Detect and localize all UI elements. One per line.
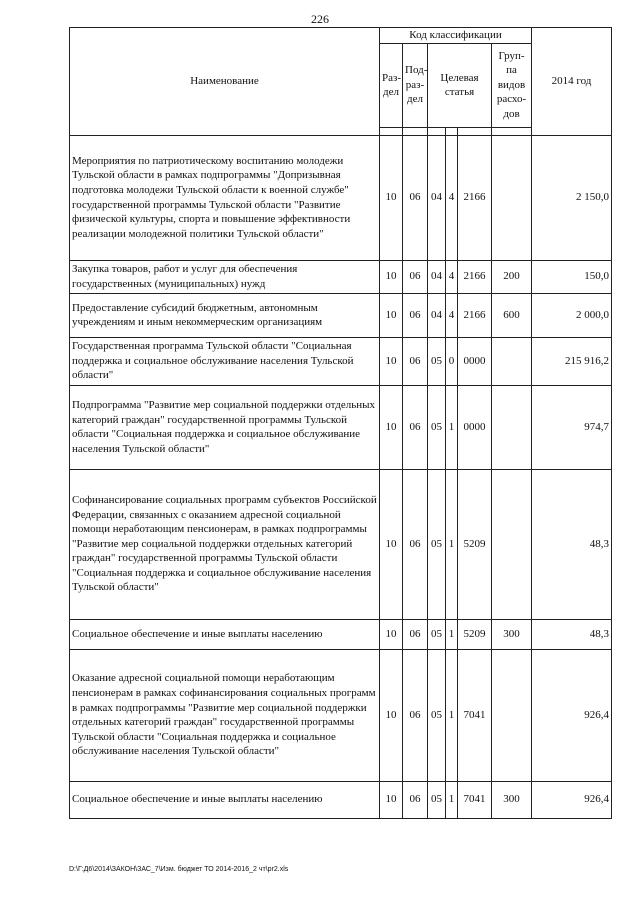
row-target-part3: 0000 <box>458 385 492 469</box>
row-target-part3: 2166 <box>458 293 492 337</box>
row-expense-group: 600 <box>492 293 532 337</box>
row-name: Софинансирование социальных программ субъектов Российской Федерации, связанных с оказанием адресной социальной помощи неработающим пенсионерам, в рамках подпрограммы "Развитие мер социальной поддержки отдельных категорий граждан" государственной программы Тульской области "Социальная поддержка и социальное обслуживание населения Тульской области" <box>70 469 380 619</box>
row-target-part1: 05 <box>428 469 446 619</box>
row-razdel: 10 <box>380 781 403 818</box>
row-amount: 48,3 <box>532 469 612 619</box>
table-row <box>70 619 612 649</box>
row-expense-group: 300 <box>492 781 532 818</box>
row-amount: 48,3 <box>532 619 612 649</box>
row-razdel: 10 <box>380 293 403 337</box>
row-target-part1: 05 <box>428 781 446 818</box>
row-target-part1: 05 <box>428 649 446 781</box>
row-expense-group <box>492 135 532 260</box>
row-podrazdel: 06 <box>403 293 428 337</box>
row-razdel: 10 <box>380 337 403 385</box>
row-name: Государственная программа Тульской области "Социальная поддержка и социальное обслуживание населения Тульской области" <box>70 337 380 385</box>
row-razdel: 10 <box>380 385 403 469</box>
file-path-footer: D:\Г:Д6\2014\ЗАКОН\ЗАС_7\Изм. бюджет ТО 2014-2016_2 чт\pr2.xls <box>69 866 289 873</box>
row-target-part1: 04 <box>428 135 446 260</box>
row-target-part2: 1 <box>446 649 458 781</box>
row-razdel: 10 <box>380 649 403 781</box>
row-amount: 2 000,0 <box>532 293 612 337</box>
row-razdel: 10 <box>380 135 403 260</box>
row-podrazdel: 06 <box>403 260 428 293</box>
row-name: Социальное обеспечение и иные выплаты населению <box>70 619 380 649</box>
row-name: Предоставление субсидий бюджетным, автономным учреждениям и иным некоммерческим организациям <box>70 293 380 337</box>
row-target-part1: 04 <box>428 260 446 293</box>
row-target-part3: 5209 <box>458 619 492 649</box>
row-podrazdel: 06 <box>403 649 428 781</box>
header-group: Груп-па видов расхо-дов <box>492 43 532 127</box>
row-target-part2: 1 <box>446 781 458 818</box>
row-podrazdel: 06 <box>403 469 428 619</box>
row-target-part2: 1 <box>446 385 458 469</box>
row-expense-group <box>492 337 532 385</box>
row-name: Подпрограмма "Развитие мер социальной поддержки отдельных категорий граждан" государственной программы Тульской области "Социальная поддержка и социальное обслуживание населения Тульской области" <box>70 385 380 469</box>
row-target-part2: 0 <box>446 337 458 385</box>
row-podrazdel: 06 <box>403 781 428 818</box>
row-podrazdel: 06 <box>403 135 428 260</box>
header-target: Целевая статья <box>428 43 492 127</box>
row-target-part1: 04 <box>428 293 446 337</box>
row-expense-group: 300 <box>492 619 532 649</box>
row-razdel: 10 <box>380 619 403 649</box>
row-target-part3: 2166 <box>458 260 492 293</box>
table-row <box>70 649 612 781</box>
row-expense-group: 200 <box>492 260 532 293</box>
header-name: Наименование <box>70 28 380 136</box>
budget-table <box>69 27 612 819</box>
row-target-part2: 1 <box>446 469 458 619</box>
row-razdel: 10 <box>380 260 403 293</box>
row-target-part3: 7041 <box>458 781 492 818</box>
row-amount: 926,4 <box>532 649 612 781</box>
row-amount: 926,4 <box>532 781 612 818</box>
table-row <box>70 385 612 469</box>
table-row <box>70 135 612 260</box>
row-target-part1: 05 <box>428 619 446 649</box>
header-year: 2014 год <box>532 28 612 136</box>
row-amount: 150,0 <box>532 260 612 293</box>
row-expense-group <box>492 649 532 781</box>
header-podrazdel: Под-раз-дел <box>403 43 428 127</box>
row-podrazdel: 06 <box>403 337 428 385</box>
row-name: Оказание адресной социальной помощи неработающим пенсионерам в рамках софинансирования социальных программ в рамках подпрограммы "Развитие мер социальной поддержки отдельных категорий граждан" государственной программы Тульской области "Социальная поддержка и социальное обслуживание населения Тульской области" <box>70 649 380 781</box>
table-row <box>70 337 612 385</box>
row-target-part2: 1 <box>446 619 458 649</box>
table-row <box>70 469 612 619</box>
row-target-part3: 7041 <box>458 649 492 781</box>
header-razdel: Раз-дел <box>380 43 403 127</box>
row-amount: 2 150,0 <box>532 135 612 260</box>
row-target-part3: 5209 <box>458 469 492 619</box>
table-row <box>70 781 612 818</box>
row-target-part1: 05 <box>428 385 446 469</box>
row-name: Социальное обеспечение и иные выплаты населению <box>70 781 380 818</box>
row-expense-group <box>492 469 532 619</box>
row-amount: 215 916,2 <box>532 337 612 385</box>
page-number: 226 <box>311 12 329 26</box>
row-target-part2: 4 <box>446 135 458 260</box>
row-podrazdel: 06 <box>403 619 428 649</box>
row-target-part1: 05 <box>428 337 446 385</box>
row-target-part2: 4 <box>446 260 458 293</box>
row-name: Закупка товаров, работ и услуг для обеспечения государственных (муниципальных) нужд <box>70 260 380 293</box>
table-row <box>70 260 612 293</box>
row-target-part2: 4 <box>446 293 458 337</box>
row-target-part3: 0000 <box>458 337 492 385</box>
row-target-part3: 2166 <box>458 135 492 260</box>
row-expense-group <box>492 385 532 469</box>
row-amount: 974,7 <box>532 385 612 469</box>
row-podrazdel: 06 <box>403 385 428 469</box>
table-row <box>70 293 612 337</box>
row-name: Мероприятия по патриотическому воспитанию молодежи Тульской области в рамках подпрограммы "Допризывная подготовка молодежи Тульской области к военной службе" государственной программы Тульской области "Развитие физической культуры, спорта и повышение эффективности реализации молодежной политики Тульской области" <box>70 135 380 260</box>
row-razdel: 10 <box>380 469 403 619</box>
header-code: Код классификации <box>380 28 532 44</box>
